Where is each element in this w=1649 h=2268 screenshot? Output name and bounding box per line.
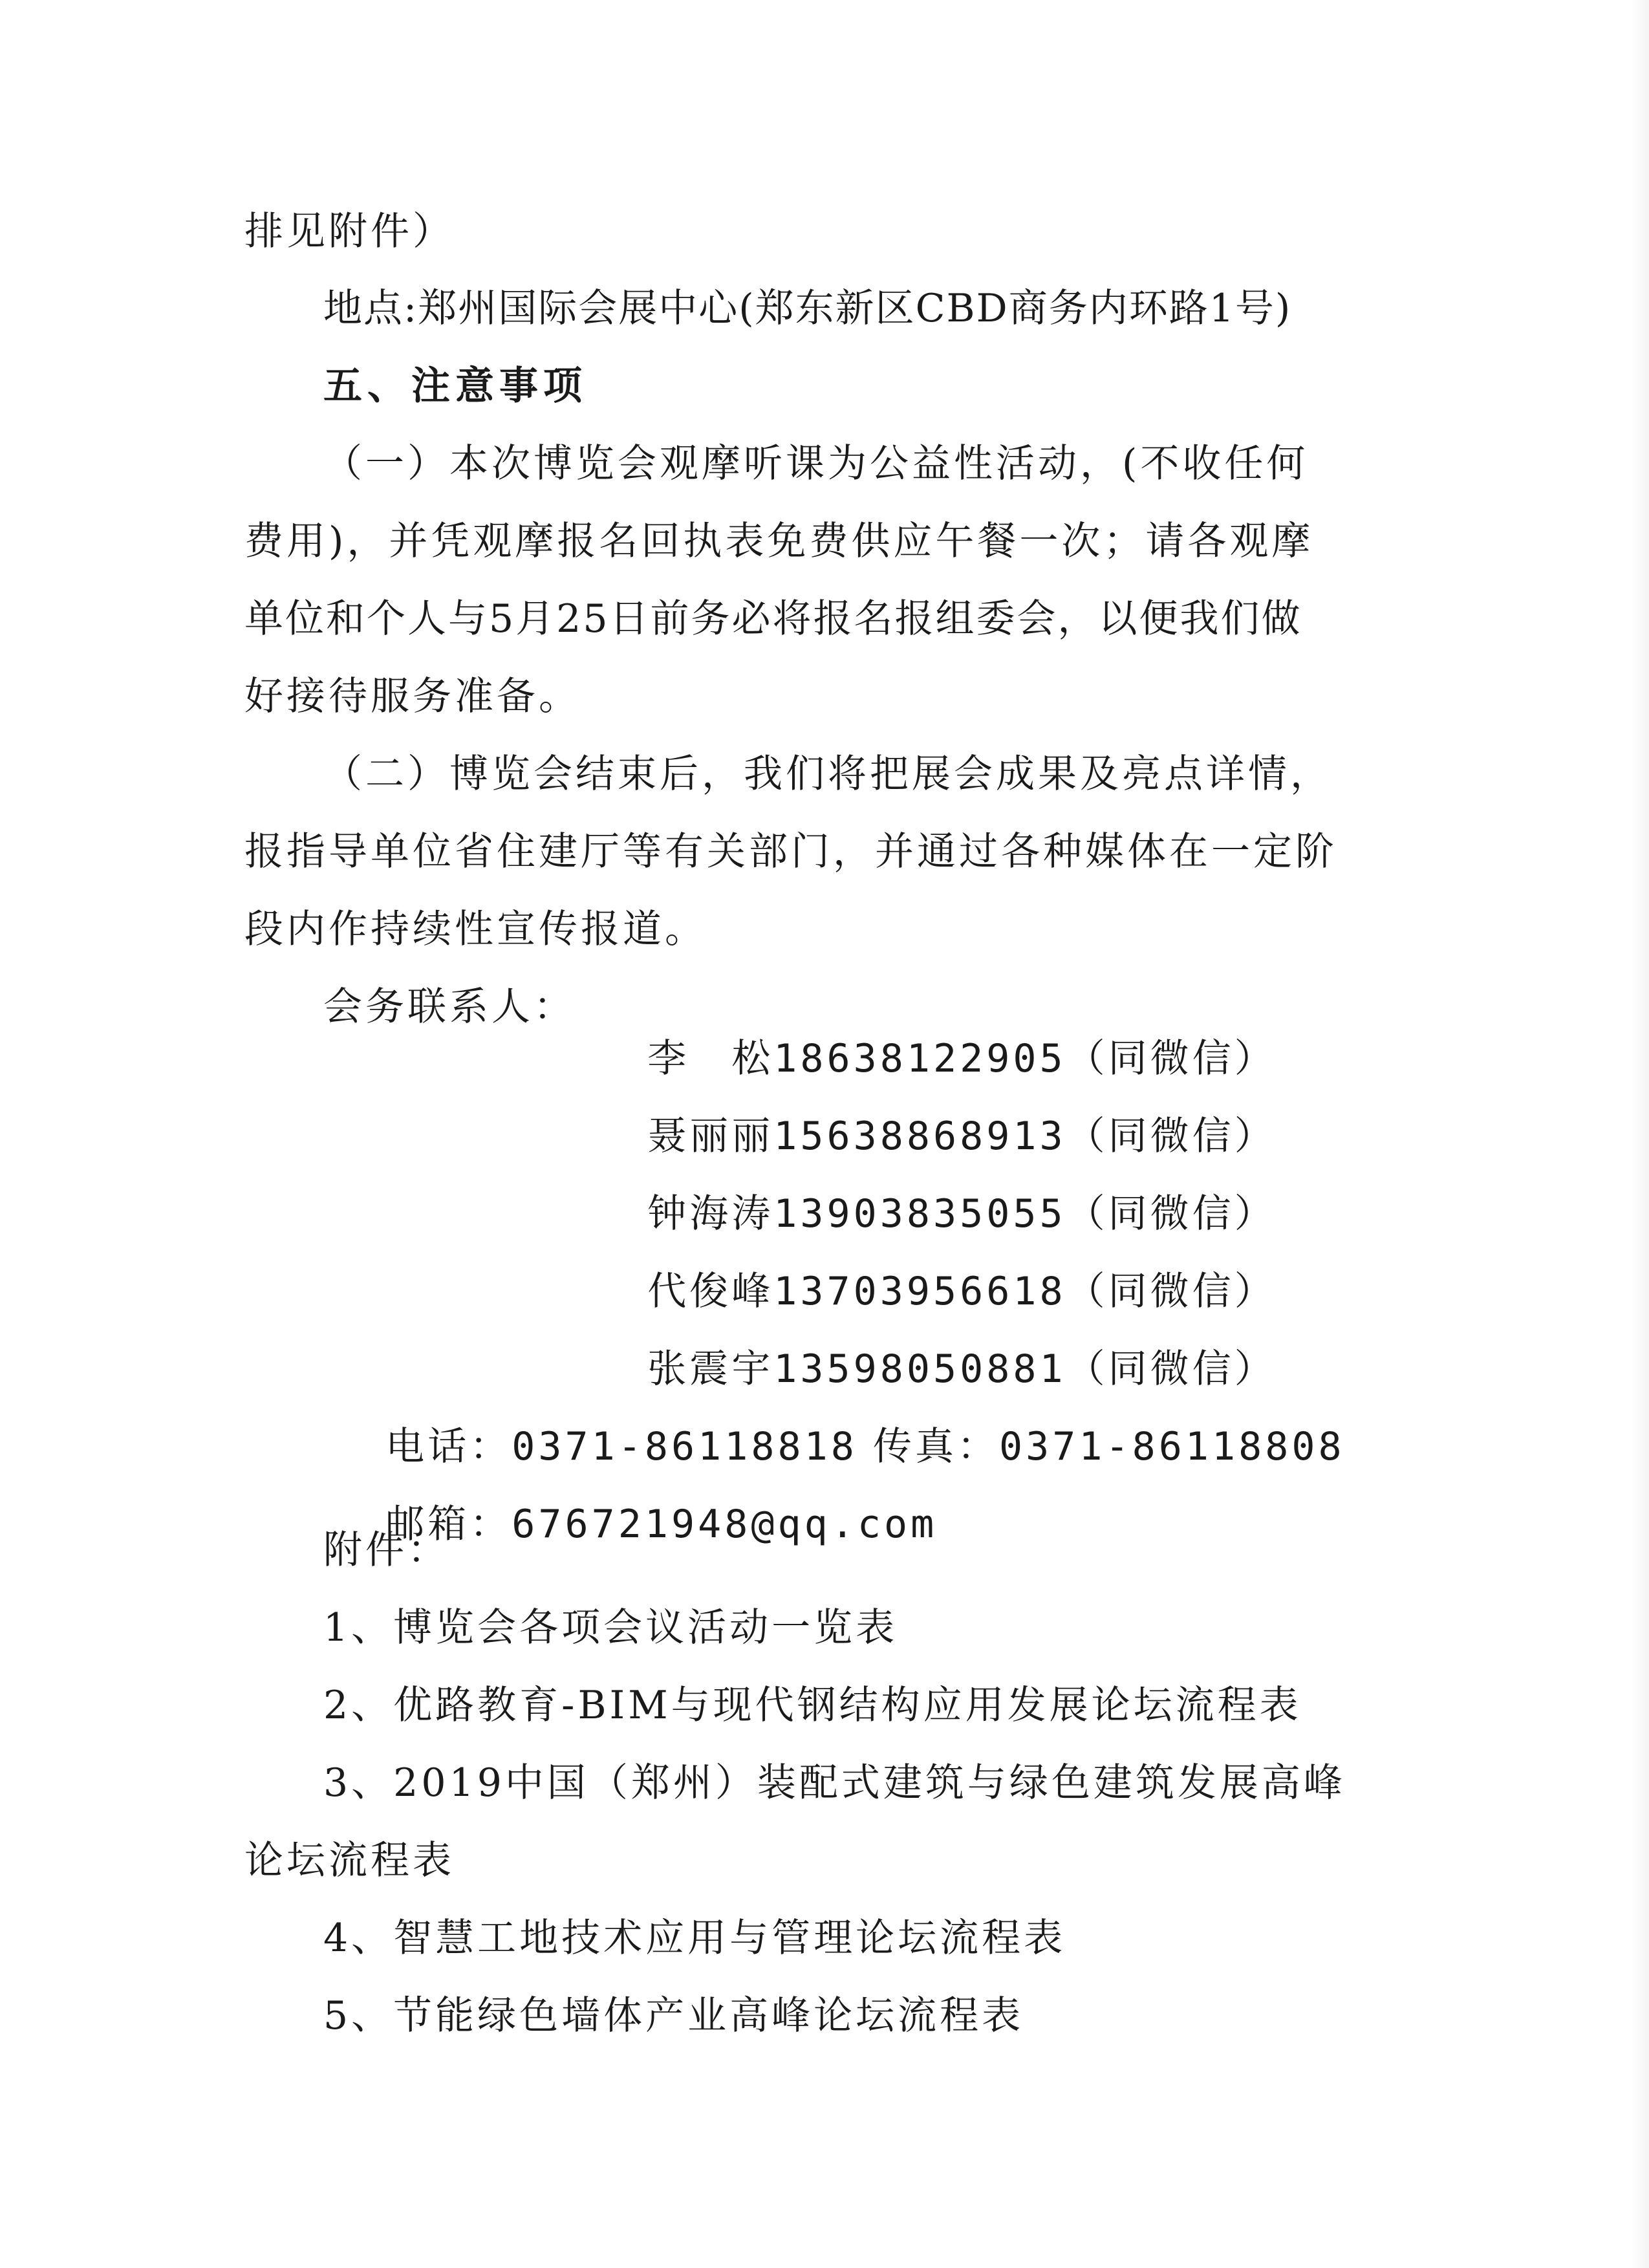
contact-name: 张震宇 (647, 1346, 774, 1392)
contact-entry (585, 1214, 1277, 1314)
contact-name: 聂丽丽 (647, 1114, 774, 1159)
contact-phone: 18638122905 (773, 1036, 1066, 1081)
attachments-label: 附件： (323, 1528, 449, 1573)
notice-item-2-line-1: （二）博览会结束后，我们将把展会成果及亮点详情， (323, 751, 1332, 797)
notice-item-2-line-3: 段内作持续性宣传报道。 (244, 907, 707, 952)
notice-item-1-line-1: （一）本次博览会观摩听课为公益性活动，(不收任何 (323, 441, 1309, 486)
paragraph-continuation: 排见附件） (244, 209, 455, 254)
phone-fax-line (323, 1369, 1345, 1469)
contact-name: 钟海涛 (647, 1191, 774, 1237)
fax-value: 0371-86118808 (998, 1424, 1345, 1469)
contact-note: （同微信） (1066, 1114, 1277, 1159)
contacts-label: 会务联系人： (323, 984, 576, 1030)
phone-label: 电话： (385, 1424, 512, 1469)
scan-edge-shadow (1630, 0, 1649, 2268)
contact-note: （同微信） (1066, 1191, 1277, 1237)
attachment-item-3-line-2: 论坛流程表 (244, 1838, 455, 1883)
contact-note: （同微信） (1066, 1036, 1277, 1081)
notice-item-2-line-2: 报指导单位省住建厅等有关部门，并通过各种媒体在一定阶 (244, 829, 1337, 874)
fax-label: 传真： (872, 1424, 999, 1469)
contact-entry (585, 1059, 1277, 1159)
attachment-item-5: 5、节能绿色墙体产业高峰论坛流程表 (323, 1993, 1024, 2038)
contact-entry (585, 1136, 1277, 1237)
email-value: 676721948@qq.com (512, 1502, 938, 1547)
notice-item-1-line-4: 好接待服务准备。 (244, 674, 581, 719)
attachment-item-4: 4、智慧工地技术应用与管理论坛流程表 (323, 1916, 1066, 1961)
contact-phone: 13598050881 (773, 1346, 1066, 1392)
notice-item-1-line-3: 单位和个人与5月25日前务必将报名报组委会，以便我们做 (244, 596, 1302, 642)
location-line: 地点:郑州国际会展中心(郑东新区CBD商务内环路1号) (323, 286, 1292, 331)
email-label: 邮箱： (385, 1502, 512, 1547)
contact-entry (585, 981, 1277, 1081)
section-heading: 五、注意事项 (323, 363, 587, 409)
attachment-item-2: 2、优路教育-BIM与现代钢结构应用发展论坛流程表 (323, 1683, 1302, 1728)
contact-name: 李 松 (647, 1036, 774, 1081)
contact-note: （同微信） (1066, 1346, 1277, 1392)
contact-phone: 13703956618 (773, 1269, 1066, 1314)
contact-entry (585, 1291, 1277, 1392)
contact-phone: 13903835055 (773, 1191, 1066, 1237)
attachment-item-3-line-1: 3、2019中国（郑州）装配式建筑与绿色建筑发展高峰 (323, 1760, 1346, 1806)
attachment-item-1: 1、博览会各项会议活动一览表 (323, 1605, 898, 1650)
email-line (323, 1447, 938, 1547)
contact-note: （同微信） (1066, 1269, 1277, 1314)
contact-name: 代俊峰 (647, 1269, 774, 1314)
phone-value: 0371-86118818 (512, 1424, 857, 1469)
contact-phone: 15638868913 (773, 1114, 1066, 1159)
notice-item-1-line-2: 费用)，并凭观摩报名回执表免费供应午餐一次；请各观摩 (244, 519, 1314, 564)
